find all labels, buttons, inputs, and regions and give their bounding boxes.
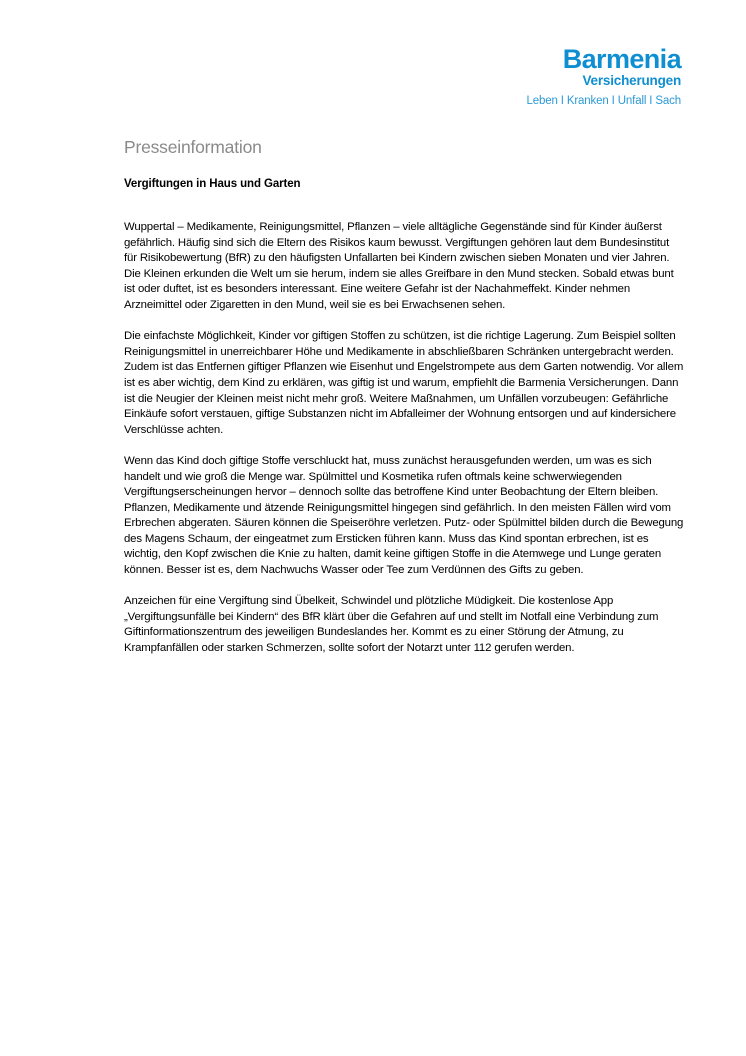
- body-paragraph: Wenn das Kind doch giftige Stoffe verschluckt hat, muss zunächst herausgefunden werden, um was es sich handelt und wie groß die Menge war. Spülmittel und Kosmetika rufen oftmals keine schwerwiegenden Vergiftungserscheinungen hervor – dennoch sollte das betroffene Kind unter Beobachtung der Eltern bleiben. Pflanzen, Medikamente und ätzende Reinigungsmittel hingegen sind gefährlich. In den meisten Fällen wird vom Erbrechen abgeraten. Säuren können die Speiseröhre verletzen. Putz- oder Spülmittel bilden durch die Bewegung des Magens Schaum, der eingeatmet zum Ersticken führen kann. Muss das Kind spontan erbrechen, ist es wichtig, den Kopf zwischen die Knie zu halten, damit keine giftigen Stoffe in die Atemwege und Lunge geraten können. Besser ist es, dem Nachwuchs Wasser oder Tee zum Verdünnen des Gifts zu geben.: [124, 454, 684, 577]
- barmenia-logo: [526, 46, 681, 107]
- logo-name: Barmenia: [562, 44, 681, 74]
- press-release-body: [124, 220, 684, 672]
- press-release-headline: Vergiftungen in Haus und Garten: [124, 178, 301, 190]
- logo-subtitle: Versicherungen: [582, 73, 681, 88]
- document-type-label: Presseinformation: [124, 137, 262, 157]
- body-paragraph: Die einfachste Möglichkeit, Kinder vor giftigen Stoffen zu schützen, ist die richtige Lagerung. Zum Beispiel sollten Reinigungsmittel in unerreichbarer Höhe und Medikamente in abschließbaren Schränken untergebracht werden. Zudem ist das Entfernen giftiger Pflanzen wie Eisenhut und Engelstrompete aus dem Garten notwendig. Vor allem ist es aber wichtig, dem Kind zu erklären, was giftig ist und warum, empfiehlt die Barmenia Versicherungen. Dann ist die Neugier der Kleinen meist nicht mehr groß. Weitere Maßnahmen, um Unfällen vorzubeugen: Gefährliche Einkäufe sofort verstauen, giftige Substanzen nicht im Abfalleimer der Wohnung entsorgen und auf kindersichere Verschlüsse achten.: [124, 330, 684, 436]
- logo-tagline: Leben I Kranken I Unfall I Sach: [526, 94, 681, 107]
- body-paragraph: Wuppertal – Medikamente, Reinigungsmittel, Pflanzen – viele alltägliche Gegenstände sind für Kinder äußerst gefährlich. Häufig sind sich die Eltern des Risikos kaum bewusst. Vergiftungen gehören laut dem Bundesinstitut für Risikobewertung (BfR) zu den häufigsten Unfallarten bei Kindern zwischen sieben Monaten und vier Jahren. Die Kleinen erkunden die Welt um sie herum, indem sie alles Greifbare in den Mund stecken. Sobald etwas bunt ist oder duftet, ist es besonders interessant. Eine weitere Gefahr ist der Nachahmeffekt. Kinder nehmen Arzneimittel oder Zigaretten in den Mund, weil sie es bei Erwachsenen sehen.: [124, 221, 674, 311]
- body-paragraph: Anzeichen für eine Vergiftung sind Übelkeit, Schwindel und plötzliche Müdigkeit. Die kostenlose App „Vergiftungsunfälle bei Kindern“ des BfR klärt über die Gefahren auf und stellt im Notfall eine Verbindung zum Giftinformationszentrum des jeweiligen Bundeslandes her. Kommt es zu einer Störung der Atmung, zu Krampfanfällen oder starken Schmerzen, sollte sofort der Notarzt unter 112 gerufen werden.: [124, 595, 659, 655]
